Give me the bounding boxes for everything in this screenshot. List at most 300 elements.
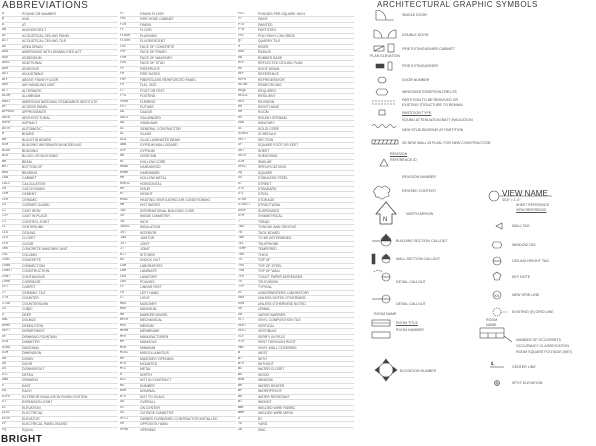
detail-callout-2-symbol [372,295,390,303]
abbreviation-code: MFR [120,334,127,339]
abbreviation-definition: MEMBRANE [140,329,160,334]
room-name-label: ROOM NAME [374,312,397,316]
abbreviation-code: JAN [120,236,127,241]
abbreviation-code: GWB [120,143,127,148]
abbreviation-definition: RIGHT HAND [258,104,280,109]
abbreviation-definition: FIBERGLASS REINFORCED PANEL [140,77,197,82]
abbreviation-code: ST [238,181,243,186]
abbreviation-definition: ALUMINUM [22,94,41,99]
abbreviation-code: LAB [120,263,127,268]
abbreviations-column-3 [238,12,354,432]
abbreviation-definition: AREA DRAIN [22,44,43,49]
abbreviation-code: CTR [2,296,9,301]
abbreviation-definition: VINYL COMPOSITION TILE [258,318,301,323]
abbreviation-definition: SECTION [258,137,274,142]
occupancy-label: OCCUPANCY CLASSIFICATION [516,344,569,348]
abbreviation-definition: EXPANSION JOINT [22,400,53,405]
abbreviation-definition: HEATING VENTILATING AIR CONDITIONING [140,197,211,202]
abbreviation-definition: FIRE HOSE CABINET [140,17,174,22]
building-section-label: BUILDING SECTION CALLOUT [396,239,448,243]
abbreviation-definition: HARDWARE [140,170,160,175]
abbreviation-code: IBC [120,208,127,213]
number-occupants-label: NUMBER OF OCCUPANTS [516,338,561,342]
abbreviation-code: MED [120,323,127,328]
abbreviation-definition: OPPOSITE HAND [140,422,168,427]
abbreviation-row [120,428,236,432]
abbreviation-code: TBD [238,236,245,241]
abbreviation-definition: PAINT [258,17,268,22]
abbreviation-definition: COLUMN [22,252,37,257]
abbreviation-code: DWG [2,378,9,383]
abbreviation-definition: MASONRY [140,301,158,306]
abbreviation-code: MAX [120,307,127,312]
abbreviation-code: NTS [120,394,127,399]
abbreviation-definition: CONTROL JOINT [22,219,50,224]
abbreviation-definition: LIGHT [140,296,150,301]
abbreviation-definition: CAST IN PLACE [22,214,48,219]
abbreviation-code: GB [120,121,125,126]
abbreviation-code: BLK [2,154,9,159]
svg-text:N: N [383,217,388,223]
abbreviation-definition: TYPICAL [258,285,273,290]
abbreviation-definition: LAVATORY [140,274,158,279]
abbreviation-code: HVAC [120,197,129,202]
abbreviation-code: OPNG [120,427,129,432]
abbreviation-definition: REVISION [258,99,275,104]
center-line-symbol [490,361,504,367]
abbreviation-code: ELEV [2,416,11,421]
abbreviation-definition: ACOUSTICAL CEILING PANEL [22,33,70,38]
abbreviation-definition: CENTERLINE [22,225,44,230]
abbreviation-code: AUTO [2,126,11,131]
abbreviation-code: YD [238,422,243,427]
abbreviation-definition: MECHANICAL [140,318,163,323]
abbreviation-code: FIN [120,22,127,27]
room-word-label: ROOM [486,318,498,322]
abbreviation-code: SCHED [238,132,249,137]
abbreviation-definition: WITH [258,356,267,361]
abbreviation-definition: TACK BOARD [258,230,280,235]
abbreviation-definition: MARKER BOARD [140,312,168,317]
abbreviation-code: CLR [2,241,9,246]
revised-content-label: REVISED CONTENT [402,189,437,193]
abbreviation-definition: CUBIC [22,307,33,312]
abbreviation-definition: TOP OF WALL [258,269,281,274]
abbreviation-definition: LINEAR FEET [140,285,162,290]
abbreviation-code: EA [2,389,7,394]
ceiling-height-symbol [493,257,501,265]
abbreviation-code: OC [120,405,125,410]
abbreviation-code: WWF [238,405,245,410]
abbreviation-code: WDW [238,378,245,383]
abbreviation-definition: NUMBER [140,383,155,388]
abbreviation-definition: EXTERIOR INSULATION FINISH SYSTEM [22,394,88,399]
abbreviation-code: SECT [238,137,247,142]
abbreviation-definition: QUARRY TILE [258,39,281,44]
abbreviation-code: KO [120,258,125,263]
abbreviation-definition: DOOR [22,362,33,366]
abbreviation-code: ADD [2,55,9,60]
abbreviation-code: CI [2,208,7,213]
abbreviation-code: CONN [2,263,11,268]
abbreviation-definition: DIMENSION [22,351,42,356]
abbreviation-definition: SIMILAR [258,159,272,164]
abbreviation-code: W [238,351,241,356]
abbreviation-definition: WELDED WIRE FABRIC [258,405,296,410]
abbreviation-code: TOS [238,263,245,268]
abbreviation-code: VEST [238,329,247,334]
abbreviation-definition: SHEATHING [258,154,278,159]
abbreviation-code: RCP [238,61,245,66]
abbreviation-definition: REFRIGERATOR [258,77,285,82]
abbreviation-definition: CATCH BASIN [22,187,45,191]
abbreviation-definition: HOUR [140,187,150,191]
abbreviation-definition: POUNDS [140,279,155,284]
abbreviation-code: JST [120,241,127,246]
abbreviation-code: FOF [120,50,127,55]
abbreviation-code: OD [120,411,125,416]
abbreviation-code: DIAG [2,345,11,350]
elevation-number-label: ELEVATION NUMBER [400,369,437,373]
wall-section-label: WALL SECTION CALLOUT [396,257,441,261]
abbreviation-code: FURR [120,99,129,104]
abbreviation-definition: FURRING [140,99,156,104]
abbreviation-definition: DRAWING [22,378,39,383]
abbreviation-code: TV [238,279,243,284]
new-grid-line-symbol [493,291,501,299]
abbreviation-code: W/ [238,356,243,361]
abbreviation-code: MO [120,356,125,361]
abbreviation-code: CONC [2,258,11,263]
abbreviation-code: WR [238,394,243,399]
abbreviation-code: UL [238,290,243,295]
abbreviation-definition: AND [22,17,30,22]
abbreviation-code: SS [238,176,243,181]
abbreviation-code: BIM [2,143,9,148]
abbreviation-code: CAB [2,176,9,181]
abbreviation-definition: HOSE BIB [140,154,157,159]
abbreviation-code: WC [238,367,243,372]
abbreviation-definition: UNLESS NOTED OTHERWISE [258,296,306,301]
abbreviation-definition: FIRE RATED [140,72,160,77]
abbreviation-definition: STEEL [258,192,269,197]
abbreviation-code: SQ [238,170,243,175]
abbreviation-definition: SCHEDULE [258,132,277,137]
abbreviation-definition: ADDITIONAL [22,61,43,66]
abbreviation-code: SPEC [238,165,247,170]
abbreviation-code: SF [238,143,243,148]
abbreviation-code: DR [2,362,7,366]
abbreviation-definition: YARD [258,422,268,427]
abbreviation-code: ALT [2,88,9,93]
abbreviation-definition: ACCESS PANEL [22,104,48,109]
abbreviation-code: MECH [120,318,129,323]
abbreviation-code: FOS [120,61,127,66]
abbreviation-definition: FACE OF FINISH [140,50,167,55]
abbreviation-definition: TONGUE AND GROOVE [258,225,297,230]
abbreviation-code: SUSP [238,208,247,213]
abbreviation-code: RH [238,104,243,109]
abbreviation-definition: JOINT [140,247,150,252]
abbreviation-definition: BY [258,416,263,421]
abbreviation-definition: TOP OF [258,258,271,263]
abbreviation-definition: FINISH [140,22,152,27]
abbreviation-row [2,428,118,432]
abbreviation-definition: POUND OR NUMBER [22,12,56,16]
abbreviation-definition: TEMPERED [258,247,277,252]
abbreviation-code: WH [238,383,243,388]
abbreviation-code: LAV [120,274,127,279]
abbreviation-code: NIC [120,378,127,383]
abbreviation-definition: INCH [140,219,149,224]
detail-callout-2-label: DETAIL CALLOUT [396,302,426,306]
abbreviation-definition: ELEVATOR [22,416,40,421]
key-note-symbol [493,272,501,280]
abbreviation-code: HT [120,192,125,197]
abbreviation-definition: MANHOLE [140,340,157,345]
abbreviation-code: AD [2,44,7,49]
abbreviation-definition: GALVANIZED [140,115,161,120]
abbreviation-definition: EAST [22,383,31,388]
abbreviation-definition: VINYL WALL COVERING [258,345,297,350]
abbreviation-definition: BOTTOM OF [22,165,43,170]
abbreviation-definition: SQUARE FOOT OR FEET [258,143,299,148]
abbreviation-definition: ON CENTER [140,405,160,410]
abbreviation-definition: TOP OF STEEL [258,263,283,268]
abbreviation-definition: DETAIL [22,372,34,377]
abbreviation-code: CLG [2,230,9,235]
abbreviation-code: FTG [120,94,127,99]
abbreviations-title: ABBREVIATIONS [2,0,89,11]
abbreviation-definition: HOLLOW METAL [140,176,167,181]
abbreviation-code: RB [238,55,243,60]
abbreviation-code: AB [2,28,7,33]
abbreviation-definition: CALCULATION [22,181,46,186]
abbreviation-definition: DIAMETER [22,340,40,345]
abbreviation-code: ANSI [2,99,11,104]
name-word-label: NAME [486,323,497,327]
abbreviation-code: WWM [238,411,245,416]
abbreviation-code: UR [238,307,243,312]
abbreviation-definition: CONTINUOUS [22,274,45,279]
single-door-symbol [376,10,394,20]
abbreviation-code: FS [120,83,125,88]
abbreviation-code: BRG [2,170,9,175]
abbreviation-definition: COUNTERSUNK [22,301,49,306]
revision-cloud-symbol [374,186,390,199]
abbreviation-code: CG [2,203,7,208]
abbreviation-definition: RISER [258,44,269,49]
new-wall-label: NEW STUD BEARING AT PARTITION [402,128,464,132]
new-wall-hatch-symbol [372,140,398,144]
abbreviations-column-2 [120,12,236,432]
wall-section-symbol [372,254,390,264]
abbreviation-definition: DEEP [22,312,32,317]
room-sf-label: ROOM SQUARE FOOTAGE (NET) [516,350,573,354]
abbreviation-code: CER [2,197,9,202]
fec-label: FIRE EXTINGUISHER CABINET [402,47,455,51]
abbreviation-definition: ANCHOR BOLT [22,28,47,33]
window-tag-symbol [376,89,388,95]
abbreviation-code: ALUM [2,94,11,99]
north-arrow-label: NORTH ARROW [406,212,434,216]
abbreviation-code: BOT [2,165,9,170]
abbreviation-code: FL [120,28,125,33]
abbreviation-definition: KITCHEN [140,252,155,257]
window-tag-2-label: WINDOW TAG [512,243,536,247]
abbreviation-code: BLDG [2,148,11,153]
abbreviation-code: REQD [238,88,247,93]
view-name-title: VIEW NAME [502,189,548,198]
abbreviation-code: TEMP [238,247,247,252]
abbreviation-definition: CERAMIC TILE [22,290,46,295]
abbreviation-definition: ROOF DRAIN [258,66,280,71]
abbreviation-definition: ELECTRICAL PANEL BOARD [22,422,68,427]
abbreviation-definition: CONCRETE MASONRY UNIT [22,247,68,252]
abbreviation-code: HORIZ [120,181,131,186]
abbreviation-definition: WELDED WIRE MESH [258,411,294,416]
abbreviation-definition: METAL [140,367,152,372]
building-section-symbol [372,234,391,246]
single-door-label: SINGLE DOOR [402,13,427,17]
abbreviation-definition: AMERICAN NATIONAL STANDARDS INSTITUTE [22,99,98,104]
abbreviation-code: WP [238,389,243,394]
spot-elevation-label: SPOT ELEVATION [512,381,543,385]
abbreviation-code: TOW [238,269,245,274]
abbreviation-definition: POUNDS PER SQUARE INCH [258,12,305,16]
wall-tag-symbol [496,223,502,229]
abbreviation-code: ASPH [2,121,11,126]
abbreviation-definition: APPROXIMATE [22,110,47,115]
abbreviations-table [2,12,354,432]
abbreviation-code: VIF [238,334,245,339]
double-door-symbol [374,30,396,38]
abbreviation-definition: MISCELLANEOUS [140,351,169,356]
abbreviation-definition: MOUNTED [140,362,158,366]
abbreviation-definition: SHEET [258,148,270,153]
abbreviation-code: BB [2,137,7,142]
abbreviation-definition: REFLECTED CEILING PLAN [258,61,303,66]
abbreviation-definition: GYPSUM [140,148,155,153]
abbreviation-code: TB [238,230,243,235]
abbreviation-code: CU [2,307,7,312]
abbreviation-code: HC [120,159,125,164]
abbreviation-definition: GAUGE [140,110,153,115]
abbreviation-code: LAM [120,269,127,274]
abbreviation-code: EJ [2,400,7,405]
abbreviation-definition: LABORATORY [140,263,163,268]
abbreviation-definition: FOOT OR FEET [140,88,165,93]
abbreviation-definition: UNLESS OTHERWISE NOTED [258,301,306,306]
abbreviation-definition: STANDARD [258,187,277,191]
abbreviation-definition: CEILING [22,230,36,235]
abbreviation-code: MISC [120,351,129,356]
abbreviation-definition: UNDERWRITERS LABORATORY [258,290,310,295]
abbreviation-definition: STAINLESS STEEL [258,176,289,181]
abbreviation-code: SHT [238,148,245,153]
abbreviation-code: FUT [120,104,127,109]
fe-label: FIRE EXTINGUISHER [402,64,439,68]
abbreviation-code: OFCI [120,416,129,421]
view-reference-label: VIEW REFERENCE [516,208,547,212]
abbreviation-definition: COUNTER [22,296,39,301]
abbreviation-code: CPT [2,285,9,290]
key-note-label: KEY NOTE [512,275,531,279]
abbreviation-definition: ADHESIVE [22,66,40,71]
abbreviation-code: AC [2,33,7,38]
abbreviation-definition: CLEAR [22,241,34,246]
abbreviation-code: CT [2,290,7,295]
abbreviation-code: LH [120,290,125,295]
abbreviation-code: AHU [2,83,9,88]
abbreviation-definition: HEIGHT [140,192,153,197]
abbreviation-definition: FLUORESCENT [140,39,166,44]
abbreviation-code: R [238,44,241,49]
abbreviation-definition: CONSTRUCTION [22,269,50,274]
abbreviation-code: ADH [2,66,9,71]
abbreviation-code: E [2,383,5,388]
elevation-tag-symbol [375,359,397,381]
abbreviation-code: STRUCT [238,203,251,208]
abbreviation-definition: EQUAL [22,427,34,432]
abbreviation-definition: CABINET [22,176,37,181]
abbreviation-code: NO [120,383,125,388]
abbreviation-code: CEM [2,192,9,197]
room-number-label: ROOM NUMBER [396,328,424,332]
abbreviation-definition: FOOTING [140,94,156,99]
abbreviation-code: HDWD [120,165,129,170]
abbreviation-definition: STRUCTURAL [258,203,281,208]
abbreviation-definition: WINDOW [258,378,273,383]
abbreviation-code: UON [238,301,245,306]
abbreviation-code: CL [2,225,7,230]
abbreviation-definition: NOMINAL [140,389,156,394]
abbreviation-code: VCT [238,318,245,323]
abbreviation-code: W/O [238,362,245,366]
detail-callout-label: DETAIL CALLOUT [396,280,426,284]
abbreviation-code: AP [2,104,7,109]
abbreviation-definition: TREAD [258,219,270,224]
abbreviation-definition: INSULATION [140,225,161,230]
abbreviation-code: HR [120,187,125,191]
abbreviation-code: LBS [120,279,127,284]
abbreviation-code: ZN [238,427,243,432]
abbreviation-definition: SQUARE [258,170,273,175]
abbreviations-column-1 [2,12,118,432]
abbreviation-code: OA [120,400,125,405]
door-number-symbol [378,77,386,83]
abbreviation-code: STD [238,187,245,191]
abbreviation-code: DTL [2,372,9,377]
abbreviation-definition: CERAMIC [22,197,38,202]
abbreviation-code: CORR [2,279,11,284]
abbreviation-code: OH [120,422,125,427]
abbreviation-code: & [2,12,5,16]
abbreviation-definition: TO BE DETERMINED [258,236,292,241]
abbreviation-code: BM [2,159,7,164]
abbreviation-definition: CONCRETE [22,258,42,263]
abbreviation-definition: INSIDE DIAMETER [140,214,170,219]
abbreviation-definition: ASPHALT [22,121,38,126]
abbreviation-code: MB [120,312,125,317]
abbreviation-code: CLO [2,236,9,241]
abbreviation-code: GC [120,126,125,131]
abbreviation-code: COL [2,252,9,257]
abbreviation-definition: OPENING [140,427,156,432]
abbreviation-code: THK [238,252,245,257]
abbreviation-code: ELEC [2,411,11,416]
abbreviation-code: FOC [120,44,127,49]
